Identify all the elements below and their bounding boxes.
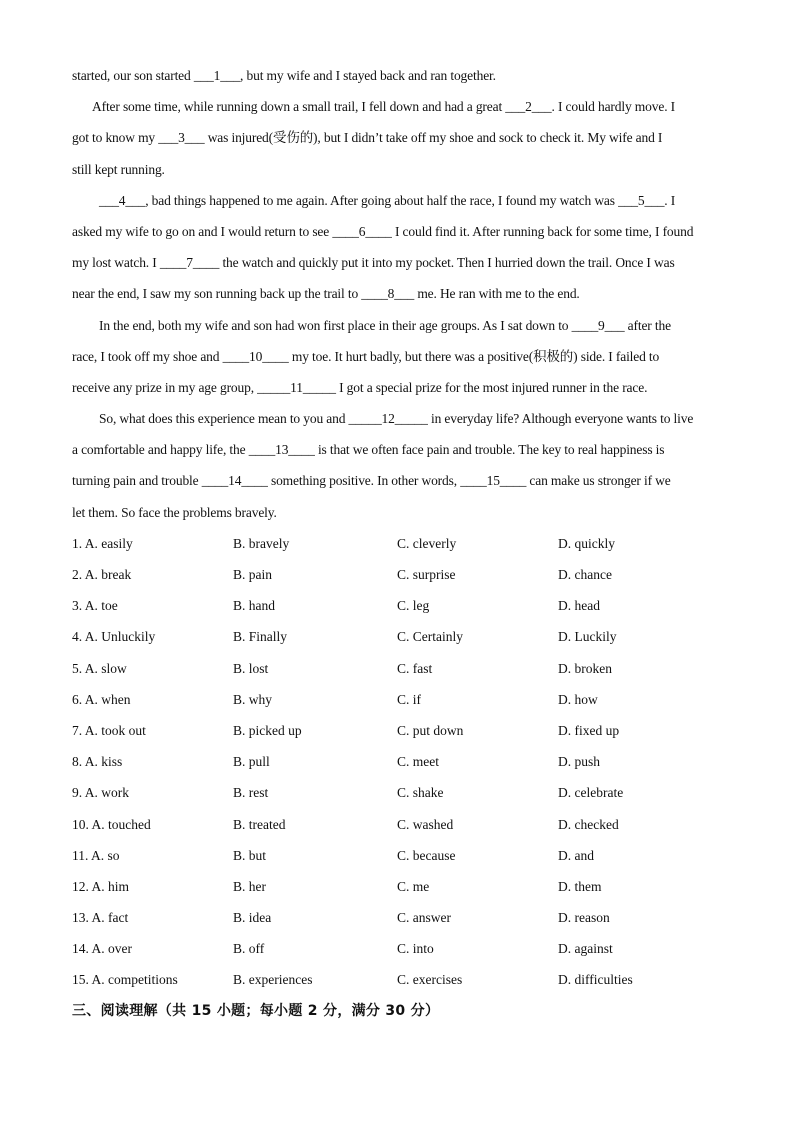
option-c: C. answer <box>397 910 451 926</box>
option-a: 15. A. competitions <box>72 972 178 988</box>
passage-text: . I <box>664 192 676 208</box>
blank-13: ____13____ <box>248 442 315 458</box>
option-a: 1. A. easily <box>72 535 133 551</box>
option-b: B. why <box>233 691 273 707</box>
passage-text: the watch and quickly put it into my pocket. Then I hurried down the trail. Once I was <box>219 255 675 271</box>
option-a: 8. A. kiss <box>72 754 123 770</box>
passage-text: race, I took off my shoe and <box>72 348 223 364</box>
passage-text: something positive. In other words, <box>267 473 461 489</box>
option-d: D. celebrate <box>558 785 624 801</box>
passage-text: , bad things happened to me again. After going about half the race, I found my watch was <box>145 192 619 208</box>
question-row <box>72 840 732 871</box>
passage-text: still kept running. <box>72 161 165 177</box>
passage-line <box>72 341 732 372</box>
option-a: 14. A. over <box>72 941 132 957</box>
option-b: B. but <box>233 847 267 863</box>
option-b: B. off <box>233 941 265 957</box>
option-c: C. cleverly <box>397 535 457 551</box>
passage-text: can make us stronger if we <box>526 473 671 489</box>
option-d: D. head <box>558 598 600 614</box>
option-d: D. reason <box>558 910 610 926</box>
option-b: B. treated <box>233 816 286 832</box>
passage-text: I got a special prize for the most injured runner in the race. <box>335 379 648 395</box>
passage-line <box>72 247 732 278</box>
option-a: 11. A. so <box>72 847 120 863</box>
option-d: D. them <box>558 878 602 894</box>
option-b: B. experiences <box>233 972 313 988</box>
option-d: D. against <box>558 941 613 957</box>
passage-line <box>72 91 732 122</box>
option-d: D. fixed up <box>558 722 620 738</box>
blank-15: ____15____ <box>460 473 527 489</box>
question-row <box>72 684 732 715</box>
option-d: D. Luckily <box>558 629 617 645</box>
option-d: D. difficulties <box>558 972 633 988</box>
cloze-passage <box>72 60 732 528</box>
option-b: B. pull <box>233 754 270 770</box>
option-b: B. hand <box>233 598 275 614</box>
passage-line <box>72 310 732 341</box>
answer-options <box>72 528 732 996</box>
blank-14: ____14____ <box>201 473 268 489</box>
option-c: C. exercises <box>397 972 463 988</box>
passage-text: got to know my <box>72 130 159 146</box>
passage-line <box>72 403 732 434</box>
passage-line <box>72 497 732 528</box>
option-a: 4. A. Unluckily <box>72 629 156 645</box>
passage-line <box>72 434 732 465</box>
passage-line <box>72 60 732 91</box>
option-d: D. checked <box>558 816 619 832</box>
passage-text: . I could hardly move. I <box>551 99 675 115</box>
option-c: C. surprise <box>397 567 456 582</box>
option-b: B. picked up <box>233 722 302 738</box>
option-c: C. if <box>397 691 422 707</box>
option-a: 5. A. slow <box>72 660 127 676</box>
passage-line <box>72 372 732 403</box>
option-b: B. idea <box>233 910 272 926</box>
option-c: C. meet <box>397 754 439 770</box>
option-d: D. quickly <box>558 535 615 551</box>
option-c: C. Certainly <box>397 629 463 645</box>
passage-line <box>72 465 732 496</box>
passage-line <box>72 154 732 185</box>
option-c: C. into <box>397 941 434 957</box>
blank-1: ___1___ <box>193 68 241 83</box>
question-row <box>72 715 732 746</box>
option-b: B. lost <box>233 660 269 676</box>
blank-7: ____7____ <box>159 255 220 271</box>
blank-4: ___4___ <box>99 192 146 208</box>
option-b: B. her <box>233 878 266 894</box>
passage-text: let them. So face the problems bravely. <box>72 504 277 520</box>
blank-2: ___2___ <box>505 99 552 115</box>
passage-text: was injured(受伤的), but I didn’t take off my shoe and sock to check it. My wife and I <box>204 130 663 146</box>
option-c: C. fast <box>397 660 433 676</box>
option-c: C. washed <box>397 816 454 832</box>
option-a: 12. A. him <box>72 878 130 894</box>
passage-text: my toe. It hurt badly, but there was a positive(积极的) side. I failed to <box>288 348 660 364</box>
passage-text: So, what does this experience mean to you and <box>99 411 349 427</box>
passage-line <box>72 278 732 309</box>
passage-text: , but my wife and I stayed back and ran together. <box>240 68 496 83</box>
blank-11: _____11_____ <box>257 379 336 395</box>
option-a: 6. A. when <box>72 691 131 707</box>
question-row <box>72 621 732 652</box>
option-c: C. put down <box>397 722 464 738</box>
option-a: 9. A. work <box>72 785 129 801</box>
question-row <box>72 559 732 590</box>
passage-text: turning pain and trouble <box>72 473 202 489</box>
passage-text: after the <box>624 317 671 333</box>
option-c: C. me <box>397 878 430 894</box>
option-c: C. shake <box>397 785 444 801</box>
option-c: C. leg <box>397 598 430 614</box>
passage-text: my lost watch. I <box>72 255 160 271</box>
passage-text: a comfortable and happy life, the <box>72 442 249 458</box>
option-b: B. bravely <box>233 535 290 551</box>
passage-line <box>72 185 732 216</box>
question-row <box>72 746 732 777</box>
blank-12: _____12_____ <box>348 411 428 427</box>
passage-text: After some time, while running down a small trail, I fell down and had a great <box>92 99 506 115</box>
blank-8: ____8___ <box>361 286 415 302</box>
passage-text: started, our son started <box>72 68 194 83</box>
document-page <box>72 60 732 1027</box>
option-a: 10. A. touched <box>72 816 151 832</box>
question-row <box>72 528 732 559</box>
passage-line <box>72 216 732 247</box>
passage-text: near the end, I saw my son running back up the trail to <box>72 286 362 302</box>
option-a: 13. A. fact <box>72 910 129 926</box>
section-heading: 三、阅读理解（共 15 小题；每小题 2 分，满分 30 分） <box>72 1002 440 1019</box>
question-row <box>72 902 732 933</box>
question-row <box>72 653 732 684</box>
option-b: B. Finally <box>233 629 288 645</box>
option-d: D. and <box>558 847 594 863</box>
blank-9: ____9___ <box>571 317 625 333</box>
blank-6: ____6____ <box>332 223 392 239</box>
question-row <box>72 777 732 808</box>
question-row <box>72 809 732 840</box>
blank-10: ____10____ <box>222 348 289 364</box>
passage-line <box>72 122 732 153</box>
option-d: D. push <box>558 754 601 770</box>
option-a: 2. A. break <box>72 567 132 582</box>
option-c: C. because <box>397 847 456 863</box>
option-b: B. pain <box>233 567 272 582</box>
option-d: D. broken <box>558 660 612 676</box>
passage-text: in everyday life? Although everyone wants to live <box>427 411 694 427</box>
option-d: D. how <box>558 691 598 707</box>
passage-text: asked my wife to go on and I would return to see <box>72 223 333 239</box>
question-row <box>72 933 732 964</box>
option-b: B. rest <box>233 785 269 801</box>
passage-text: In the end, both my wife and son had won first place in their age groups. As I sat down to <box>99 317 572 333</box>
option-d: D. chance <box>558 567 612 582</box>
passage-text: me. He ran with me to the end. <box>414 286 580 302</box>
option-a: 7. A. took out <box>72 722 146 738</box>
blank-3: ___3___ <box>158 130 205 146</box>
passage-text: I could find it. After running back for some time, I found <box>391 223 694 239</box>
option-a: 3. A. toe <box>72 598 118 614</box>
passage-text: receive any prize in my age group, <box>72 379 258 395</box>
blank-5: ___5___ <box>618 192 665 208</box>
question-row <box>72 964 732 995</box>
question-row <box>72 871 732 902</box>
passage-text: is that we often face pain and trouble. The key to real happiness is <box>314 442 665 458</box>
question-row <box>72 590 732 621</box>
